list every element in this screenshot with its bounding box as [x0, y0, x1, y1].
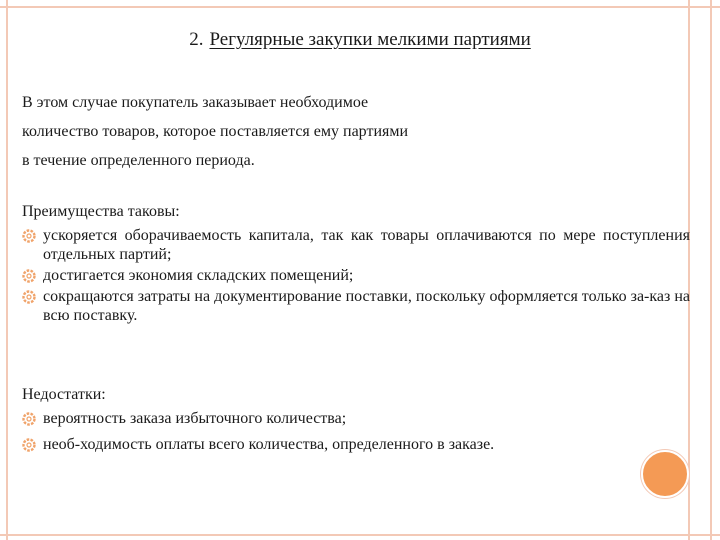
- flower-bullet-icon: [22, 229, 36, 243]
- intro-paragraph: [22, 88, 582, 175]
- orange-circle-icon: [641, 450, 689, 498]
- list-item: [22, 435, 690, 455]
- advantages-list: [22, 226, 690, 325]
- flower-bullet-icon: [22, 290, 36, 304]
- disadvantages-list: [22, 409, 690, 455]
- disadvantages-section: [22, 384, 690, 461]
- disadvantages-title: Недостатки:: [22, 386, 106, 403]
- frame-line-right-outer: [710, 0, 712, 540]
- list-item: [22, 287, 690, 325]
- list-item-text: сокращаются затраты на документирование поставки, поскольку оформляется только за-каз на всю поставку.: [43, 288, 690, 324]
- list-item-text: достигается экономия складских помещений;: [43, 267, 354, 284]
- list-item-text: необ-ходимость оплаты всего количества, определенного в заказе.: [43, 436, 495, 453]
- intro-line: количество товаров, которое поставляется ему партиями: [22, 123, 409, 140]
- flower-bullet-icon: [22, 412, 36, 426]
- list-item: [22, 226, 690, 264]
- list-item: [22, 266, 690, 285]
- heading-title: Регулярные закупки мелкими партиями: [209, 29, 531, 50]
- flower-bullet-icon: [22, 269, 36, 283]
- list-item: [22, 409, 690, 429]
- advantages-title: Преимущества таковы:: [22, 203, 180, 220]
- advantages-section: [22, 201, 690, 327]
- slide-heading: [0, 29, 720, 51]
- frame-line-left: [6, 0, 8, 540]
- intro-line: в течение определенного периода.: [22, 152, 255, 169]
- list-item-text: ускоряется оборачиваемость капитала, так как товары оплачиваются по мере поступления отдельных партий;: [43, 227, 690, 263]
- flower-bullet-icon: [22, 438, 36, 452]
- frame-line-top: [0, 6, 720, 8]
- intro-line: В этом случае покупатель заказывает необходимое: [22, 94, 369, 111]
- frame-line-bottom: [0, 534, 720, 536]
- heading-number: 2.: [189, 29, 204, 50]
- list-item-text: вероятность заказа избыточного количества;: [43, 410, 347, 427]
